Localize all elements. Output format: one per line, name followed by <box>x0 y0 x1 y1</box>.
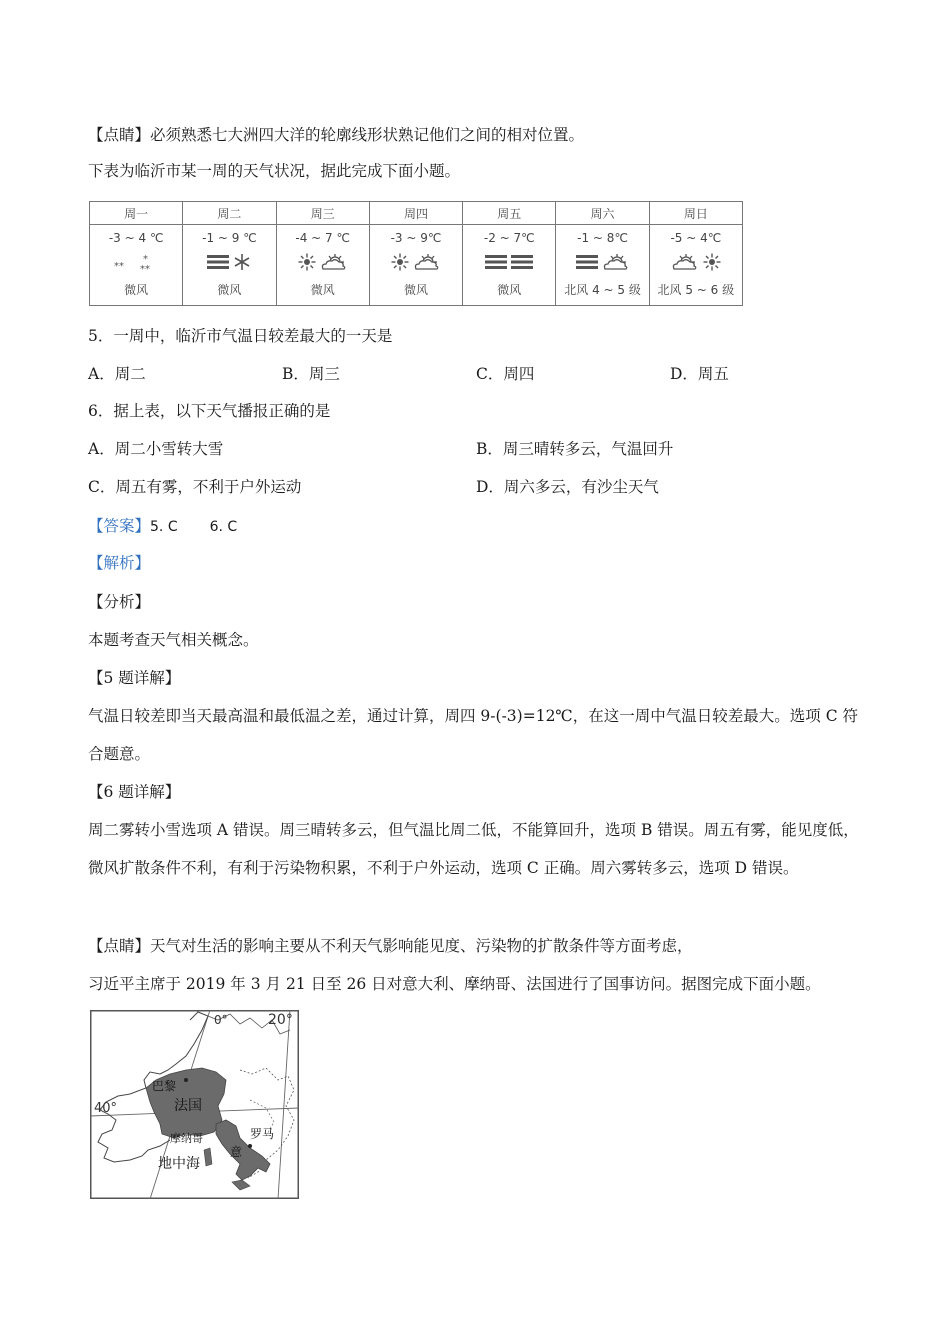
svg-text:**: ** <box>114 261 125 272</box>
question-6-stem: 6．据上表，以下天气播报正确的是 <box>88 402 331 420</box>
weather-icons <box>90 253 182 277</box>
svg-text:*: * <box>143 254 149 265</box>
weather-icons <box>650 253 742 277</box>
lon-0-label: 0° <box>214 1013 228 1027</box>
q5-option-b: B．周三 <box>282 365 340 383</box>
cloudy-icon <box>413 253 441 275</box>
wind-label: 北风 4 ~ 5 级 <box>564 283 641 297</box>
fog-icon <box>576 254 598 274</box>
cloudy-icon <box>602 253 630 275</box>
sunny-icon <box>703 253 721 275</box>
lat-40-label: 40° <box>94 1101 118 1116</box>
question-5-stem: 5．一周中，临沂市气温日较差最大的一天是 <box>88 327 393 345</box>
sunny-icon <box>298 253 316 275</box>
temp-range: -1 ~ 9 ℃ <box>202 231 257 245</box>
europe-map <box>90 1010 299 1199</box>
answer-5: 5. C <box>150 519 178 535</box>
sunny-icon <box>391 253 409 275</box>
q6-option-d: D．周六多云，有沙尘天气 <box>476 478 659 496</box>
rome-label: 罗马 <box>250 1127 275 1141</box>
wind-label: 北风 5 ~ 6 级 <box>657 283 735 297</box>
weather-cell <box>276 225 369 306</box>
weather-cell <box>183 225 276 306</box>
temp-range: -4 ~ 7 ℃ <box>295 231 350 245</box>
q5-option-c: C．周四 <box>476 365 535 383</box>
jiexi-label: 【解析】 <box>88 554 151 572</box>
weather-cell <box>90 225 183 306</box>
dianjing-note-1: 【点睛】必须熟悉七大洲四大洋的轮廓线形状熟记他们之间的相对位置。 <box>88 126 585 144</box>
temp-range: -3 ~ 4 ℃ <box>108 231 164 245</box>
weather-cell <box>369 225 462 306</box>
weather-icons <box>183 253 275 277</box>
weather-table <box>89 201 743 306</box>
weather-table-body-row <box>90 225 743 306</box>
q5-option-a: A．周二 <box>88 365 146 383</box>
answer-label: 【答案】 <box>88 517 151 535</box>
cloudy-icon <box>320 253 348 275</box>
day-label: 周二 <box>183 202 276 225</box>
weather-cell <box>649 225 742 306</box>
snow-icon <box>233 253 251 275</box>
weather-icons <box>370 253 462 277</box>
fog-icon <box>485 254 507 274</box>
italy-label: 意 <box>230 1145 243 1159</box>
weather-cell <box>556 225 649 306</box>
wind-label: 微风 <box>124 283 149 297</box>
day-label: 周日 <box>649 202 742 225</box>
day-label: 周六 <box>556 202 649 225</box>
france-label: 法国 <box>174 1098 202 1114</box>
q6-option-a: A．周二小雪转大雪 <box>88 440 224 458</box>
lon-20-label: 20° <box>268 1012 293 1028</box>
detail-6-label: 【6 题详解】 <box>88 783 181 801</box>
paris-label: 巴黎 <box>152 1079 177 1093</box>
wind-label: 微风 <box>310 283 335 297</box>
monaco-label: 摩纳哥 <box>170 1132 203 1145</box>
fog-icon <box>511 254 533 274</box>
fenxi-text: 本题考查天气相关概念。 <box>88 631 259 649</box>
weather-icons <box>556 253 648 277</box>
answer-line <box>88 515 237 538</box>
detail-6-text: 周二雾转小雪选项 A 错误。周三晴转多云，但气温比周二低，不能算回升，选项 B 错误。周五有雾，能见度低，微风扩散条件不利，有利于污染物积累，不利于户外运动，选项 C 正确。周六雾转多云，选项 D 错误。 <box>88 821 859 877</box>
day-label: 周四 <box>369 202 462 225</box>
weather-table-header-row <box>90 202 743 225</box>
temp-range: -5 ~ 4℃ <box>670 231 722 245</box>
fog-icon <box>207 254 229 274</box>
weather-intro: 下表为临沂市某一周的天气状况，据此完成下面小题。 <box>88 162 461 180</box>
q5-option-d: D．周五 <box>670 365 729 383</box>
svg-text:**: ** <box>140 264 151 275</box>
wind-label: 微风 <box>217 283 242 297</box>
wind-label: 微风 <box>403 283 428 297</box>
heavy-snow-icon <box>140 253 158 279</box>
map-intro: 习近平主席于 2019 年 3 月 21 日至 26 日对意大利、摩纳哥、法国进行了国事访问。据图完成下面小题。 <box>88 975 821 993</box>
detail-5-label: 【5 题详解】 <box>88 669 181 687</box>
temp-range: -2 ~ 7℃ <box>483 231 535 245</box>
light-snow-icon <box>114 255 136 277</box>
weather-icons <box>463 253 555 277</box>
cloudy-icon <box>671 253 699 275</box>
day-label: 周三 <box>276 202 369 225</box>
day-label: 周五 <box>463 202 556 225</box>
detail-5-text: 气温日较差即当天最高温和最低温之差，通过计算，周四 9-(-3)=12℃，在这一周中气温日较差最大。选项 C 符合题意。 <box>88 707 858 763</box>
temp-range: -1 ~ 8℃ <box>577 231 628 245</box>
mediterranean-label: 地中海 <box>158 1156 200 1172</box>
answer-6: 6. C <box>209 519 238 535</box>
weather-cell <box>463 225 556 306</box>
temp-range: -3 ~ 9℃ <box>390 231 442 245</box>
day-label: 周一 <box>90 202 183 225</box>
weather-icons <box>277 253 369 277</box>
wind-label: 微风 <box>497 283 522 297</box>
q6-option-c: C．周五有雾，不利于户外运动 <box>88 478 302 496</box>
fenxi-label: 【分析】 <box>88 593 151 611</box>
dianjing-note-2: 【点睛】天气对生活的影响主要从不利天气影响能见度、污染物的扩散条件等方面考虑， <box>88 937 693 955</box>
q6-option-b: B．周三晴转多云，气温回升 <box>476 440 674 458</box>
